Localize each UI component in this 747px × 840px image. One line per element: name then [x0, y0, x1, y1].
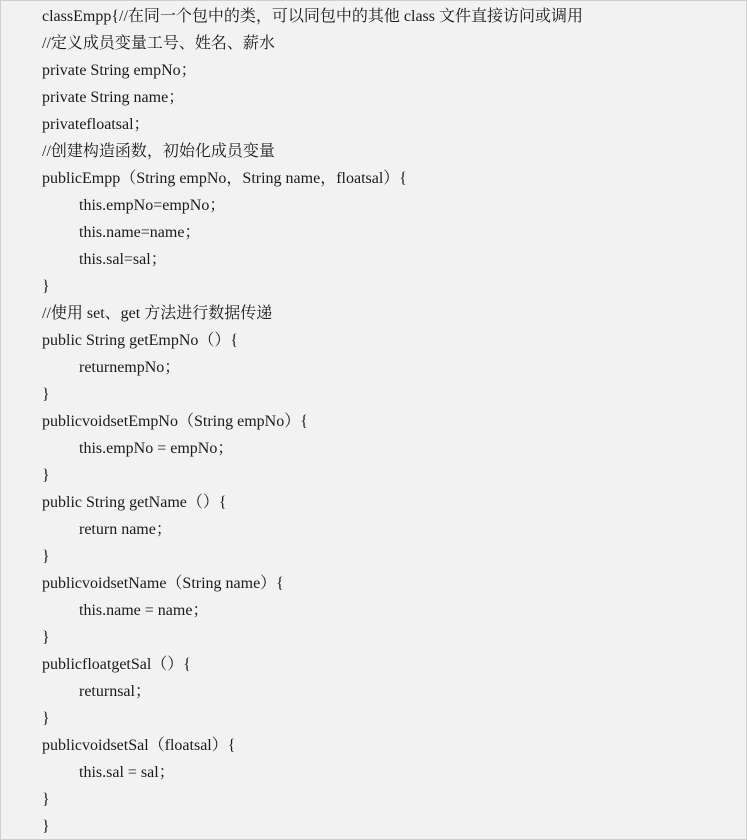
code-line-return-sal: returnsal；	[79, 683, 151, 700]
code-line-field-sal: privatefloatsal；	[42, 116, 150, 133]
code-line-close-brace: }	[42, 710, 50, 727]
code-line-close-brace: }	[42, 386, 50, 403]
code-line-comment-constructor: //创建构造函数，初始化成员变量	[42, 143, 275, 160]
code-line-get-empno-signature: public String getEmpNo（）{	[42, 332, 239, 349]
code-listing	[1, 3, 746, 840]
code-line-return-empno: returnempNo；	[79, 359, 181, 376]
code-line-comment-fields: //定义成员变量工号、姓名、薪水	[42, 35, 275, 52]
code-line-constructor-signature: publicEmpp（String empNo，String name，floatsal）{	[42, 170, 407, 187]
code-line-assign-empno: this.empNo=empNo；	[79, 197, 226, 214]
code-line-close-brace: }	[42, 467, 50, 484]
code-line-return-name: return name；	[79, 521, 172, 538]
code-line-field-name: private String name；	[42, 89, 185, 106]
code-line-get-sal-signature: publicfloatgetSal（）{	[42, 656, 191, 673]
code-line-set-empno-signature: publicvoidsetEmpNo（String empNo）{	[42, 413, 308, 430]
code-line-field-empno: private String empNo；	[42, 62, 197, 79]
code-line-assign-name: this.name=name；	[79, 224, 201, 241]
code-line-set-sal-body: this.sal = sal；	[79, 764, 175, 781]
code-line-comment-accessors: //使用 set、get 方法进行数据传递	[42, 305, 273, 322]
code-line-set-sal-signature: publicvoidsetSal（floatsal）{	[42, 737, 236, 754]
code-line-class-declaration: classEmpp{//在同一个包中的类，可以同包中的其他 class 文件直接访问或调用	[42, 8, 583, 25]
code-line-close-brace: }	[42, 791, 50, 808]
code-line-get-name-signature: public String getName（）{	[42, 494, 227, 511]
code-line-set-empno-body: this.empNo = empNo；	[79, 440, 234, 457]
code-line-close-brace: }	[42, 548, 50, 565]
code-line-assign-sal: this.sal=sal；	[79, 251, 167, 268]
code-line-close-brace: }	[42, 629, 50, 646]
code-line-set-name-body: this.name = name；	[79, 602, 209, 619]
code-line-set-name-signature: publicvoidsetName（String name）{	[42, 575, 284, 592]
code-line-close-brace: }	[42, 278, 50, 295]
code-line-class-close-brace: }	[42, 818, 50, 835]
